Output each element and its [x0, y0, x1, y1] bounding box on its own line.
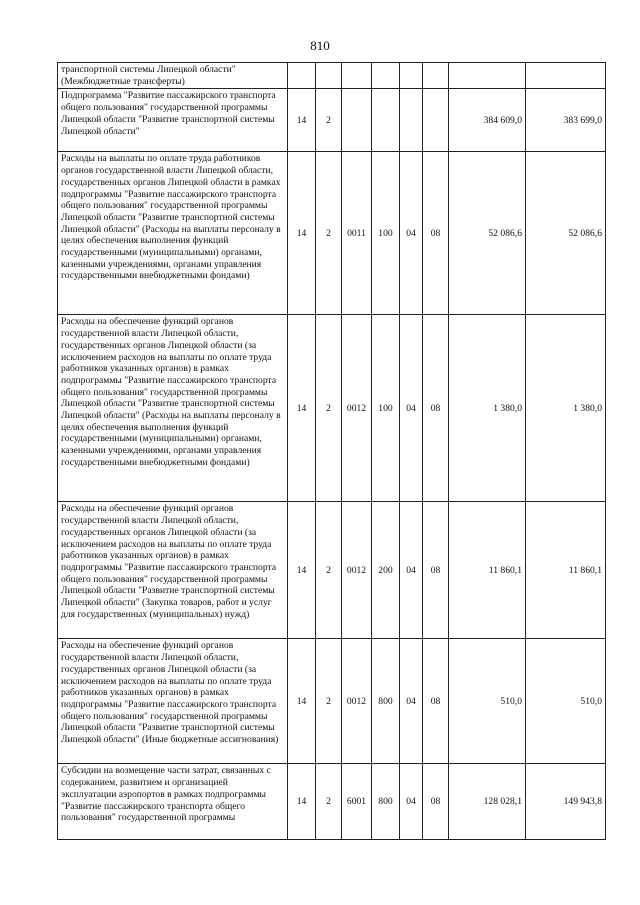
- table-row: [58, 63, 606, 89]
- subsection-code-2: 08: [423, 502, 449, 639]
- row-description: Субсидии на возмещение части затрат, связанных с содержанием, развитием и организацией эксплуатации аэропортов в рамках подпрограммы "Развитие пассажирского транспорта общего пользования" государственной программы: [58, 764, 288, 840]
- subsection-code-2: [423, 89, 449, 152]
- subsection-code-1: 04: [400, 764, 423, 840]
- ministry-code: [288, 63, 316, 89]
- amount-year-1: 128 028,1: [449, 764, 526, 840]
- row-description: Подпрограмма "Развитие пассажирского транспорта общего пользования" государственной программы Липецкой области "Развитие транспортной системы Липецкой области": [58, 89, 288, 152]
- amount-year-2: 149 943,8: [526, 764, 606, 840]
- amount-year-1: 52 086,6: [449, 152, 526, 315]
- expense-type-code: 100: [372, 315, 400, 502]
- amount-year-1: [449, 63, 526, 89]
- row-description: Расходы на выплаты по оплате труда работников органов государственной власти Липецкой области, государственных органов Липецкой области в рамках подпрограммы "Развитие пассажирского транспорта общего пользования" государственной программы Липецкой области "Развитие транспортной системы Липецкой области" (Расходы на выплаты персоналу в целях обеспечения выполнения функций государственными (муниципальными) органами, казенными учреждениями, органами управления государственными внебюджетными фондами): [58, 152, 288, 315]
- budget-table: [57, 62, 606, 840]
- table-row: [58, 502, 606, 639]
- expense-type-code: 100: [372, 152, 400, 315]
- ministry-code: 14: [288, 152, 316, 315]
- section-code: [316, 63, 342, 89]
- expense-type-code: 800: [372, 764, 400, 840]
- expense-type-code: 800: [372, 639, 400, 764]
- ministry-code: 14: [288, 502, 316, 639]
- row-description: Расходы на обеспечение функций органов государственной власти Липецкой области, государственных органов Липецкой области (за исключением расходов на выплаты по оплате труда работников указанных органов) в рамках подпрограммы "Развитие пассажирского транспорта общего пользования" государственной программы Липецкой области "Развитие транспортной системы Липецкой области" (Иные бюджетные ассигнования): [58, 639, 288, 764]
- amount-year-2: [526, 63, 606, 89]
- target-code: 6001: [342, 764, 372, 840]
- subsection-code-1: 04: [400, 315, 423, 502]
- subsection-code-2: 08: [423, 639, 449, 764]
- section-code: 2: [316, 89, 342, 152]
- target-code: 0011: [342, 152, 372, 315]
- table-row: [58, 764, 606, 840]
- subsection-code-1: [400, 63, 423, 89]
- amount-year-2: 52 086,6: [526, 152, 606, 315]
- amount-year-1: 384 609,0: [449, 89, 526, 152]
- subsection-code-2: 08: [423, 152, 449, 315]
- expense-type-code: 200: [372, 502, 400, 639]
- table-row: [58, 152, 606, 315]
- row-description: Расходы на обеспечение функций органов государственной власти Липецкой области, государственных органов Липецкой области (за исключением расходов на выплаты по оплате труда работников указанных органов) в рамках подпрограммы "Развитие пассажирского транспорта общего пользования" государственной программы Липецкой области "Развитие транспортной системы Липецкой области" (Закупка товаров, работ и услуг для государственных (муниципальных) нужд): [58, 502, 288, 639]
- table-row: [58, 89, 606, 152]
- section-code: 2: [316, 764, 342, 840]
- target-code: 0012: [342, 639, 372, 764]
- subsection-code-1: 04: [400, 639, 423, 764]
- subsection-code-1: 04: [400, 502, 423, 639]
- section-code: 2: [316, 315, 342, 502]
- target-code: [342, 89, 372, 152]
- subsection-code-1: 04: [400, 152, 423, 315]
- subsection-code-1: [400, 89, 423, 152]
- target-code: 0012: [342, 502, 372, 639]
- ministry-code: 14: [288, 89, 316, 152]
- subsection-code-2: 08: [423, 315, 449, 502]
- target-code: [342, 63, 372, 89]
- section-code: 2: [316, 502, 342, 639]
- subsection-code-2: 08: [423, 764, 449, 840]
- page-number: 810: [310, 38, 330, 53]
- expense-type-code: [372, 63, 400, 89]
- row-description: Расходы на обеспечение функций органов государственной власти Липецкой области, государственных органов Липецкой области (за исключением расходов на выплаты по оплате труда работников указанных органов) в рамках подпрограммы "Развитие пассажирского транспорта общего пользования" государственной программы Липецкой области "Развитие транспортной системы Липецкой области" (Расходы на выплаты персоналу в целях обеспечения выполнения функций государственными (муниципальными) органами, казенными учреждениями, органами управления государственными внебюджетными фондами): [58, 315, 288, 502]
- ministry-code: 14: [288, 315, 316, 502]
- table-row: [58, 639, 606, 764]
- ministry-code: 14: [288, 639, 316, 764]
- row-description: транспортной системы Липецкой области" (Межбюджетные трансферты): [58, 63, 288, 89]
- amount-year-1: 11 860,1: [449, 502, 526, 639]
- target-code: 0012: [342, 315, 372, 502]
- amount-year-2: 11 860,1: [526, 502, 606, 639]
- amount-year-2: 510,0: [526, 639, 606, 764]
- subsection-code-2: [423, 63, 449, 89]
- amount-year-1: 1 380,0: [449, 315, 526, 502]
- ministry-code: 14: [288, 764, 316, 840]
- expense-type-code: [372, 89, 400, 152]
- amount-year-1: 510,0: [449, 639, 526, 764]
- table-row: [58, 315, 606, 502]
- amount-year-2: 383 699,0: [526, 89, 606, 152]
- section-code: 2: [316, 152, 342, 315]
- amount-year-2: 1 380,0: [526, 315, 606, 502]
- section-code: 2: [316, 639, 342, 764]
